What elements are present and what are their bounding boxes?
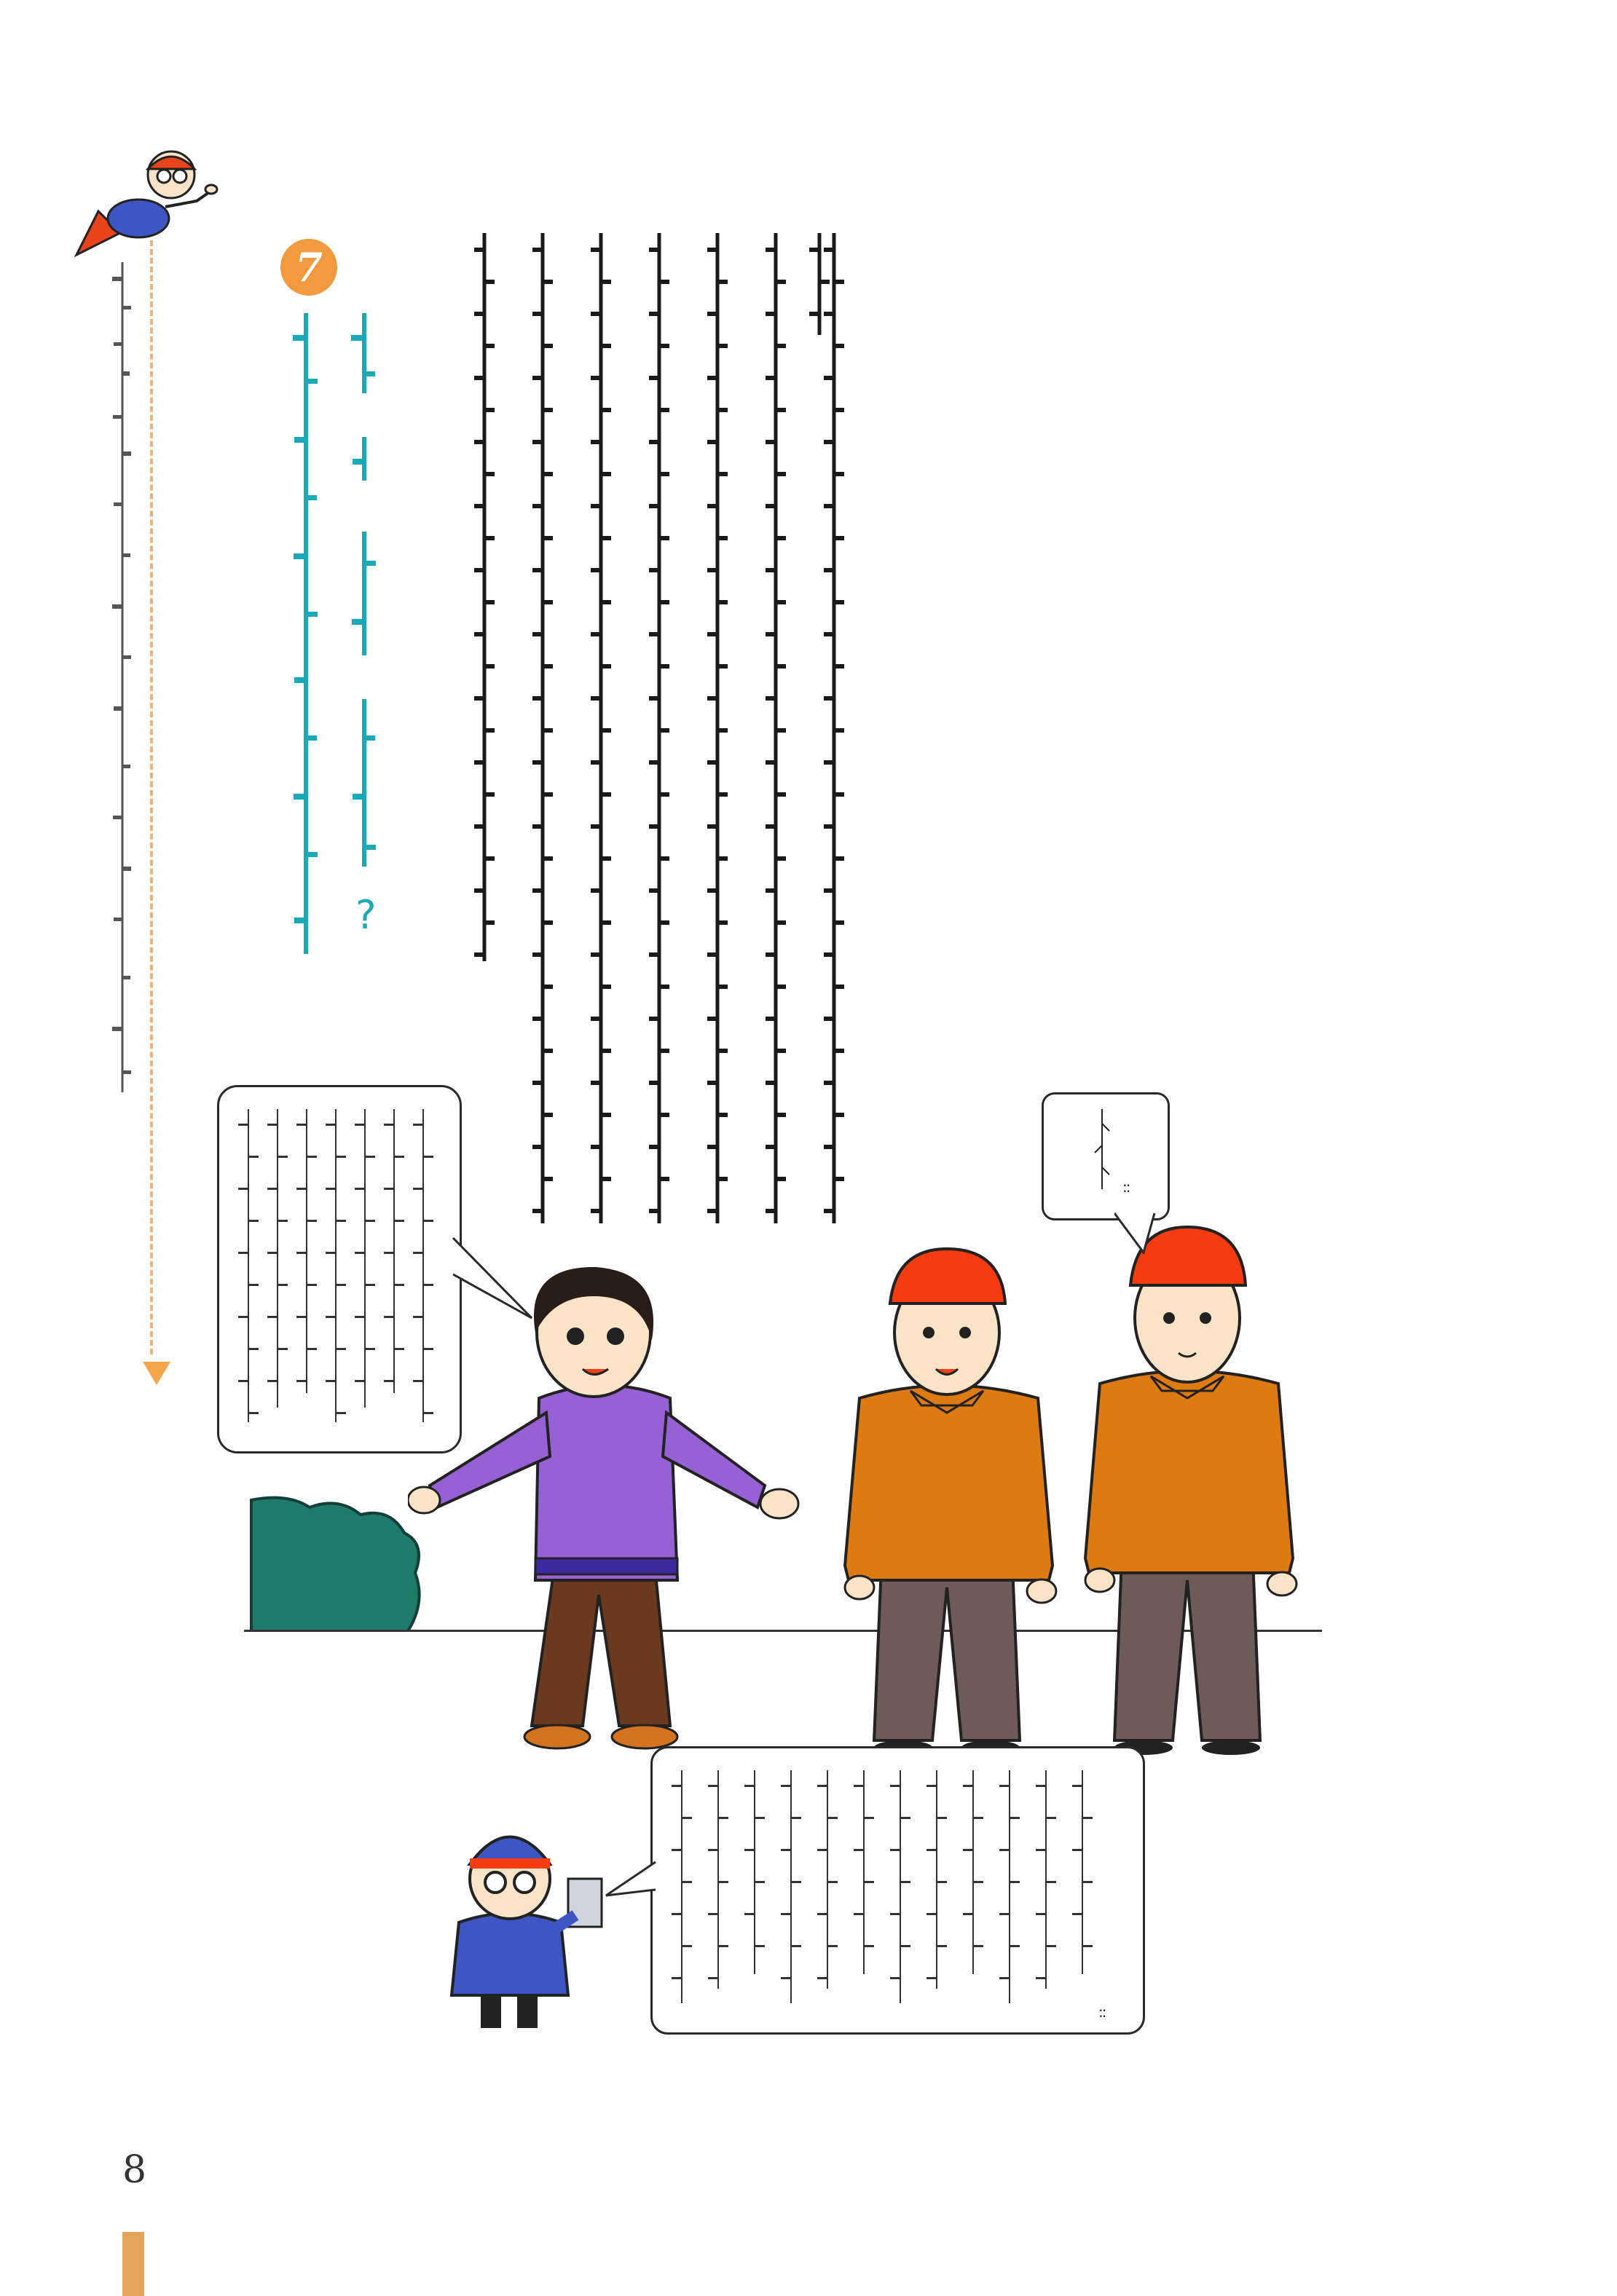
- text-column: [321, 1109, 350, 1422]
- text-column: [703, 233, 732, 1223]
- text-column: [922, 1770, 951, 1989]
- page-color-tab: [122, 2232, 144, 2296]
- text-column: [645, 233, 674, 1223]
- speech-bubble-tail: [605, 1861, 663, 1904]
- bush-illustration: [244, 1493, 426, 1631]
- speech-bubble-tail: [1114, 1212, 1165, 1255]
- text-column: [292, 1109, 321, 1393]
- running-header-script: [109, 262, 135, 1092]
- triangle-marker-icon: [143, 1362, 170, 1385]
- page-number: 8: [122, 2148, 147, 2192]
- man-in-purple-coat-illustration: [408, 1252, 801, 1755]
- text-column: [813, 1770, 842, 1989]
- text-column: [886, 1770, 915, 2003]
- text-column: [1068, 1770, 1097, 1974]
- man-in-orange-sweater-right-illustration: [1071, 1223, 1311, 1755]
- text-column: [586, 233, 615, 1223]
- bubble-text-lines: [234, 1109, 445, 1429]
- speech-bubble-man-in-purple: [217, 1085, 462, 1453]
- question-number-badge: 7: [280, 239, 337, 296]
- speech-bubble-boy-reader: [650, 1746, 1145, 2035]
- text-column: [409, 1109, 438, 1422]
- text-column: [805, 233, 834, 335]
- question-mark: ?: [355, 892, 377, 938]
- text-column: [379, 1109, 409, 1393]
- text-column: [350, 1109, 379, 1408]
- flying-mascot-illustration: [69, 131, 222, 262]
- text-column: [761, 233, 790, 1223]
- text-column: [995, 1770, 1024, 2003]
- man-in-orange-sweater-left-illustration: [830, 1245, 1071, 1755]
- bubble-text-lines: [667, 1770, 1126, 2011]
- text-column: [1031, 1770, 1061, 1989]
- speech-bubble-tail: [452, 1231, 539, 1325]
- question-heading-column-1: [291, 313, 320, 954]
- bubble-text-line: [1087, 1109, 1117, 1196]
- text-column: [819, 233, 849, 1223]
- text-column: [959, 1770, 988, 1974]
- text-column: [234, 1109, 263, 1422]
- bubble-end-mark: ::: [1098, 2003, 1106, 2021]
- question-heading-column-2: [350, 313, 379, 867]
- text-column: [849, 1770, 878, 1974]
- text-column: [667, 1770, 696, 2003]
- text-column: [776, 1770, 806, 2003]
- margin-dotted-rule: [150, 240, 153, 1354]
- text-column: [528, 233, 557, 1223]
- text-column: [263, 1109, 292, 1408]
- text-column: [704, 1770, 733, 1989]
- text-column: [470, 233, 499, 961]
- speech-bubble-men-in-orange: [1042, 1092, 1170, 1220]
- text-column: [740, 1770, 769, 1974]
- bubble-end-mark: ::: [1122, 1178, 1130, 1196]
- boy-holding-card-illustration: [422, 1813, 619, 2039]
